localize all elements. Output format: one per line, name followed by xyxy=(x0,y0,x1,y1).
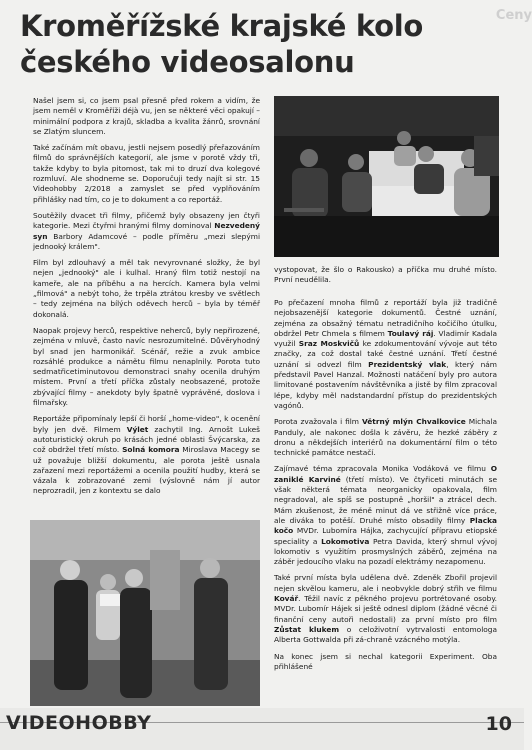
film-title: Kovář xyxy=(274,594,299,604)
text-run: Michala Panduly, ale nakonec došla k závěru, že hezké záběry z dronu a někdejších interiérů na dokumentární film o této technické památce nestačí. xyxy=(274,417,497,458)
text-run: , který nám představil Pavel Hanzal. Možnosti natáčení byly pro autora limitované postavením návštěvníka a jistě by film zpracoval lépe, kdyby měl nadstandardní přístup do prezidentských vagónů. xyxy=(274,359,497,410)
text-run: ke zdokumentování vývoje aut této značky, za což dostal také čestné uznání. Třetí čestné uznání si odvezl film xyxy=(274,339,497,369)
text-run: Porota zvažovala i film xyxy=(274,417,362,427)
page-number: 10 xyxy=(485,713,512,735)
text-run: Petra Davida, který shrnul vývoj lokomotiv s využitím prosmyslných záběrů, zejména na záběr jedoucího vlaku na pozadí elektrámy nezapomenu. xyxy=(274,536,497,567)
paragraph: Na konec jsem si nechal kategorii Experiment. Oba přihlášené xyxy=(274,651,497,671)
film-title: Solná komora xyxy=(122,445,180,455)
paragraph: Našel jsem si, co jsem psal přesně před rokem a vidím, že jsem neměl v Kroměříži déjà vu, jen se některé věci opakují – minimální podpora z krajů, skladba a kvalita žánrů, srovnání se Zlatým sluncem. xyxy=(33,96,260,136)
paragraph: Naopak projevy herců, respektive neherců, byly nepřirozené, zejména v mluvě, často navíc nesrozumitelné. Důvěryhodný byl snad jen harmonikář. Scénář, režie a zvuk ambice rozsáhlé produkce a námětu filmu nenaplnily. Porota tuto sedmatřicetiminutovou demonstraci snahy ocenila druhým místem. První a třetí příčka zůstaly neobsazené, protože zbývající filmy – anekdoty byly špatně vyprávěné, doslova i filmařsky. xyxy=(33,325,260,408)
film-title: Nezvedený syn xyxy=(33,221,260,241)
paragraph xyxy=(274,417,497,458)
film-title: Zůstat klukem xyxy=(274,624,340,634)
title-line-2: českého videosalonu xyxy=(20,45,355,79)
paragraph: Film byl zdlouhavý a měl tak nevyrovnané složky, že byl nejen „jednooký" ale i kulhal. Hraný film totiž nestojí na kameře, ale na příběhu a na hercích. Kamera byla velmi „filmová" a nebýt toho, že trpěla ztrátou kresby ve světlech – tedy zejména na bílých oděvech herců – byla by téměř dokonalá. xyxy=(33,258,260,319)
margin-ghost-text: Ceny xyxy=(495,8,532,23)
text-run: Po přečazení mnoha filmů z reportáží byla již tradičně nejobsazenější kategorie dokumentů. Čestné uznání, zejména za obsažný tématu netradičního kočičího útulku, obdržel Petr Chmela s filmem xyxy=(274,298,497,338)
paragraph xyxy=(274,298,497,411)
text-run: . Vladimír Kadala využil xyxy=(274,328,497,349)
right-column-continuation xyxy=(274,265,497,292)
text-run: Reportáže připomínaly lepší či horší „home-video", k ocenění byly jen dvě. Filmem xyxy=(33,414,260,434)
film-title: Toulavý ráj xyxy=(387,328,434,338)
text-run: Zajímavé téma zpracovala Monika Vodáková ve filmu xyxy=(274,464,491,474)
right-column xyxy=(274,298,497,678)
paragraph: Také začínám mít obavu, jestli nejsem posedlý přeřazováním filmů do správnějších kategorií, ale jsme v porotě vždy tři, takže kdyby to byla pitomost, tak mi to druzí dva kolegové rozmluví. Ale shodneme se. Doporučuji tedy najít si str. 15 Videohobby 2/2018 a zamyslet se před vyplňováním přihlášky nad tím, co je to dokument a co reportáž. xyxy=(33,143,260,204)
film-title: Placka kočo xyxy=(274,515,497,536)
film-title: Sraz Moskvičů xyxy=(298,339,360,349)
text-run: Soutěžily dvacet tři filmy, přičemž byly obsazeny jen čtyři kategorie. Mezi čtyřmi hranými filmy dominoval xyxy=(33,210,260,231)
film-title: Výlet xyxy=(126,424,149,434)
film-title: O zaniklé Karviné xyxy=(274,464,497,484)
article-title xyxy=(20,8,490,80)
text-run: MVDr. Lubomíra Hájka, zachycující přípravu etiopské speciality a xyxy=(274,526,497,546)
left-column xyxy=(33,96,260,503)
text-run: zachytil Ing. Arnošt Lukeš autoturistický okruh po krásách jedné oblasti Švýcarska, za což obdržel třetí místo. xyxy=(33,424,260,455)
title-line-1: Kroměřížské krajské kolo xyxy=(20,9,423,43)
paragraph xyxy=(33,414,260,496)
text-run: Také první místa byla udělena dvě. Zdeněk Zbořil projevil nejen skvělou kameru, ale i neobvykle dobrý střih ve filmu xyxy=(274,573,497,593)
paragraph xyxy=(33,211,260,252)
paragraph xyxy=(274,573,497,645)
film-title: Prezidentský vlak xyxy=(368,359,447,369)
text-run: (třetí místo). Ve čtyřiceti minutách se však některá témata neorganicky opakovala, film negradoval, ale spíš se postupně „horšil" a ztrácel dech. Mám zkušenost, že méně minut dá ve střižně více práce, ale diváka to potěší. Druhé místo obsadily filmy xyxy=(274,474,498,525)
videohobby-logo: VIDEOHOBBY xyxy=(6,712,152,734)
text-run: . Těžil navíc z pěkného projevu portrétované osoby. MVDr. Lubomír Hájek si ještě odnesl diplom (žádné věcné či finanční ceny autoři nedostali) za první místo pro film xyxy=(274,594,497,624)
film-title: Lokomotiva xyxy=(321,536,370,546)
award-ceremony-photo xyxy=(30,520,260,706)
paragraph xyxy=(274,464,497,567)
text-run: Barbory Adamcové – podle příměru „mezi slepými jednooký králem". xyxy=(33,231,260,251)
paragraph: vystopovat, že šlo o Rakousko) a příčka mu druhé místo. První neudělila. xyxy=(274,265,497,285)
text-run: o celoživotní vytrvalosti entomologa Alberta Gottwalda při zá-chraně vzácného motýla. xyxy=(274,624,497,645)
audience-photo xyxy=(274,96,499,257)
film-title: Větrný mlýn Chvalkovice xyxy=(361,417,466,427)
text-run: Miroslava Macegy se už považuje bližší dokumentu, ale porota ještě usnala zařazení mezi reportážemi a ocenila použití hudby, která se vázala k zobrazované zemi (výslovně nám jí autor neprozradil, jen z kontextu se dalo xyxy=(33,445,260,496)
